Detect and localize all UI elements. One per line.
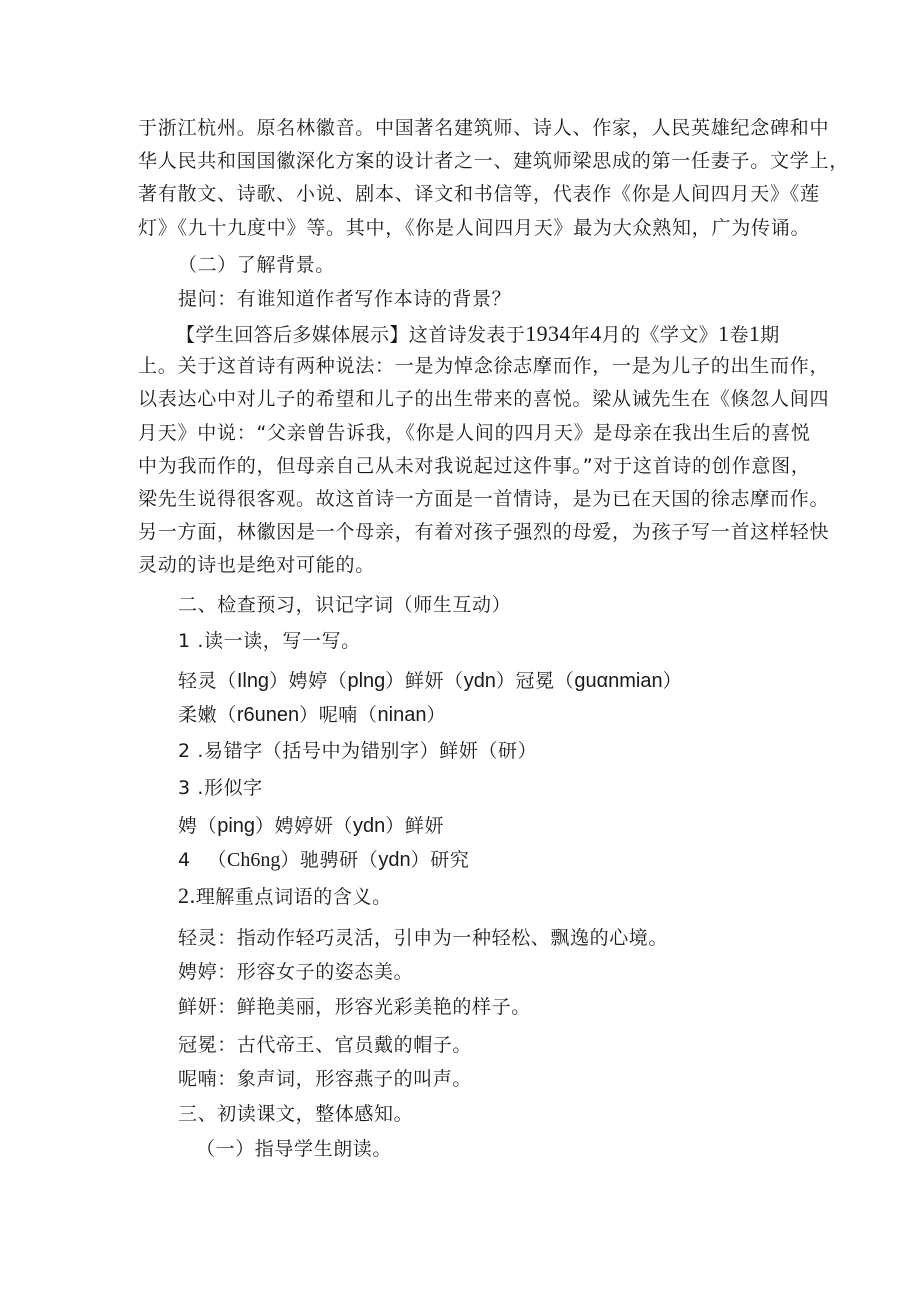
volume-number: 1 [718,321,730,346]
similar-line-one [178,813,444,839]
hanzi-segment: 娉（ [178,815,218,837]
definition-item: 呢喃：象声词，形容燕子的叫声。 [178,1068,473,1090]
paragraph-line: 华人民共和国国徽深化方案的设计者之一、建筑师梁思成的第一任妻子。文学上， [138,150,850,173]
hanzi-segment: ） [662,670,683,692]
hanzi-segment: ）娉婷（ [269,670,348,692]
item-two: 2 .易错字（括号中为错别字）鲜妍（研） [178,740,538,762]
pinyin-segment: ping [217,815,256,837]
background-prefix: 【学生回答后多媒体展示】这首诗发表于 [176,324,526,346]
hanzi-segment: 柔嫩（ [178,704,237,726]
issue-number: 1 [748,321,761,346]
paragraph-line: 梁先生说得很客观。故这首诗一方面是一首情诗，是为已在天国的徐志摩而作。 [138,487,830,510]
paragraph-line: 著有散文、诗歌、小说、剧本、译文和书信等，代表作《你是人间四月天》《莲 [138,183,820,206]
item-three: 3 .形似字 [178,777,263,799]
paragraph-line: 月天》中说：“父亲曾告诉我，《你是人间的四月天》是母亲在我出生后的喜悦 [138,421,811,444]
month-rest: 月的《学文》 [601,324,719,346]
definition-item: 鲜妍：鲜艳美丽，形容光彩美艳的样子。 [178,996,531,1018]
item-one: 1 .读一读，写一写。 [178,630,361,652]
pinyin-segment: ydn [378,849,411,871]
year-unit: 年 [570,324,591,346]
pinyin-segment: Ch6ng [227,849,281,871]
paragraph-line: 上。关于这首诗有两种说法：一是为悼念徐志摩而作，一是为儿子的出生而作， [138,355,830,378]
item-meaning-text: 理解重点词语的含义。 [195,886,392,908]
hanzi-segment: 4 （ [178,849,228,871]
hanzi-segment: ）呢喃（ [299,704,378,726]
publish-year: 1934 [525,321,571,346]
item-meaning-number: 2. [178,883,196,908]
volume-unit: 卷 [729,324,749,346]
section-two-heading: 二、检查预习，识记字词（师生互动） [178,594,512,616]
hanzi-segment: ）娉婷妍（ [255,815,354,837]
publish-month: 4 [590,321,602,346]
definition-item: 冠冕：古代帝王、官员戴的帽子。 [178,1034,473,1056]
item-meaning [178,883,392,910]
definition-item: 轻灵：指动作轻巧灵活，引申为一种轻松、飘逸的心境。 [178,927,669,949]
section-three-heading: 三、初读课文，整体感知。 [178,1103,414,1125]
paragraph-line: 另一方面，林徽因是一个母亲，有着对孩子强烈的母爱，为孩子写一首这样轻快 [138,521,830,544]
pinyin-segment: ydn [463,670,496,692]
pinyin-line-one [178,668,682,694]
hanzi-segment: ）冠冕（ [495,670,575,692]
pinyin-segment: r6unen [236,704,300,726]
pinyin-segment: ydn [353,815,386,837]
question-line: 提问：有谁知道作者写作本诗的背景？ [178,288,512,310]
paragraph-line: 灵动的诗也是绝对可能的。 [138,554,376,577]
hanzi-segment: ）鲜妍（ [385,670,464,692]
issue-unit: 期 [760,324,780,346]
paragraph-line [138,317,798,350]
paragraph-line: 以表达心中对儿子的希望和儿子的出生带来的喜悦。梁从诫先生在《倏忽人间四 [138,388,830,411]
hanzi-segment: ）驰骋研（ [280,849,379,871]
hanzi-segment: ）鲜妍 [385,815,445,837]
paragraph-line: 中为我而作的，但母亲自己从未对我说起过这件事。”对于这首诗的创作意图， [138,454,811,477]
sub-heading-one: （一）指导学生朗读。 [196,1138,393,1160]
pinyin-segment: plng [347,670,386,692]
similar-line-two [178,847,469,873]
paragraph-line: 于浙江杭州。原名林徽音。中国著名建筑师、诗人、作家，人民英雄纪念碑和中 [138,117,830,139]
pinyin-segment: Ilng [236,670,270,692]
definition-item: 娉婷：形容女子的姿态美。 [178,961,414,983]
paragraph-line: 灯》《九十九度中》等。其中，《你是人间四月天》最为大众熟知，广为传诵。 [138,216,811,239]
hanzi-segment: ）研究 [410,849,470,871]
background-paragraph [138,317,830,583]
hanzi-segment: ） [426,704,447,726]
section-background-heading: （二）了解背景。 [178,254,335,276]
hanzi-segment: 轻灵（ [178,670,237,692]
intro-paragraph [138,112,850,245]
pinyin-line-two [178,702,446,728]
pinyin-segment: ninan [377,704,427,726]
pinyin-segment: guαnmian [574,670,663,692]
